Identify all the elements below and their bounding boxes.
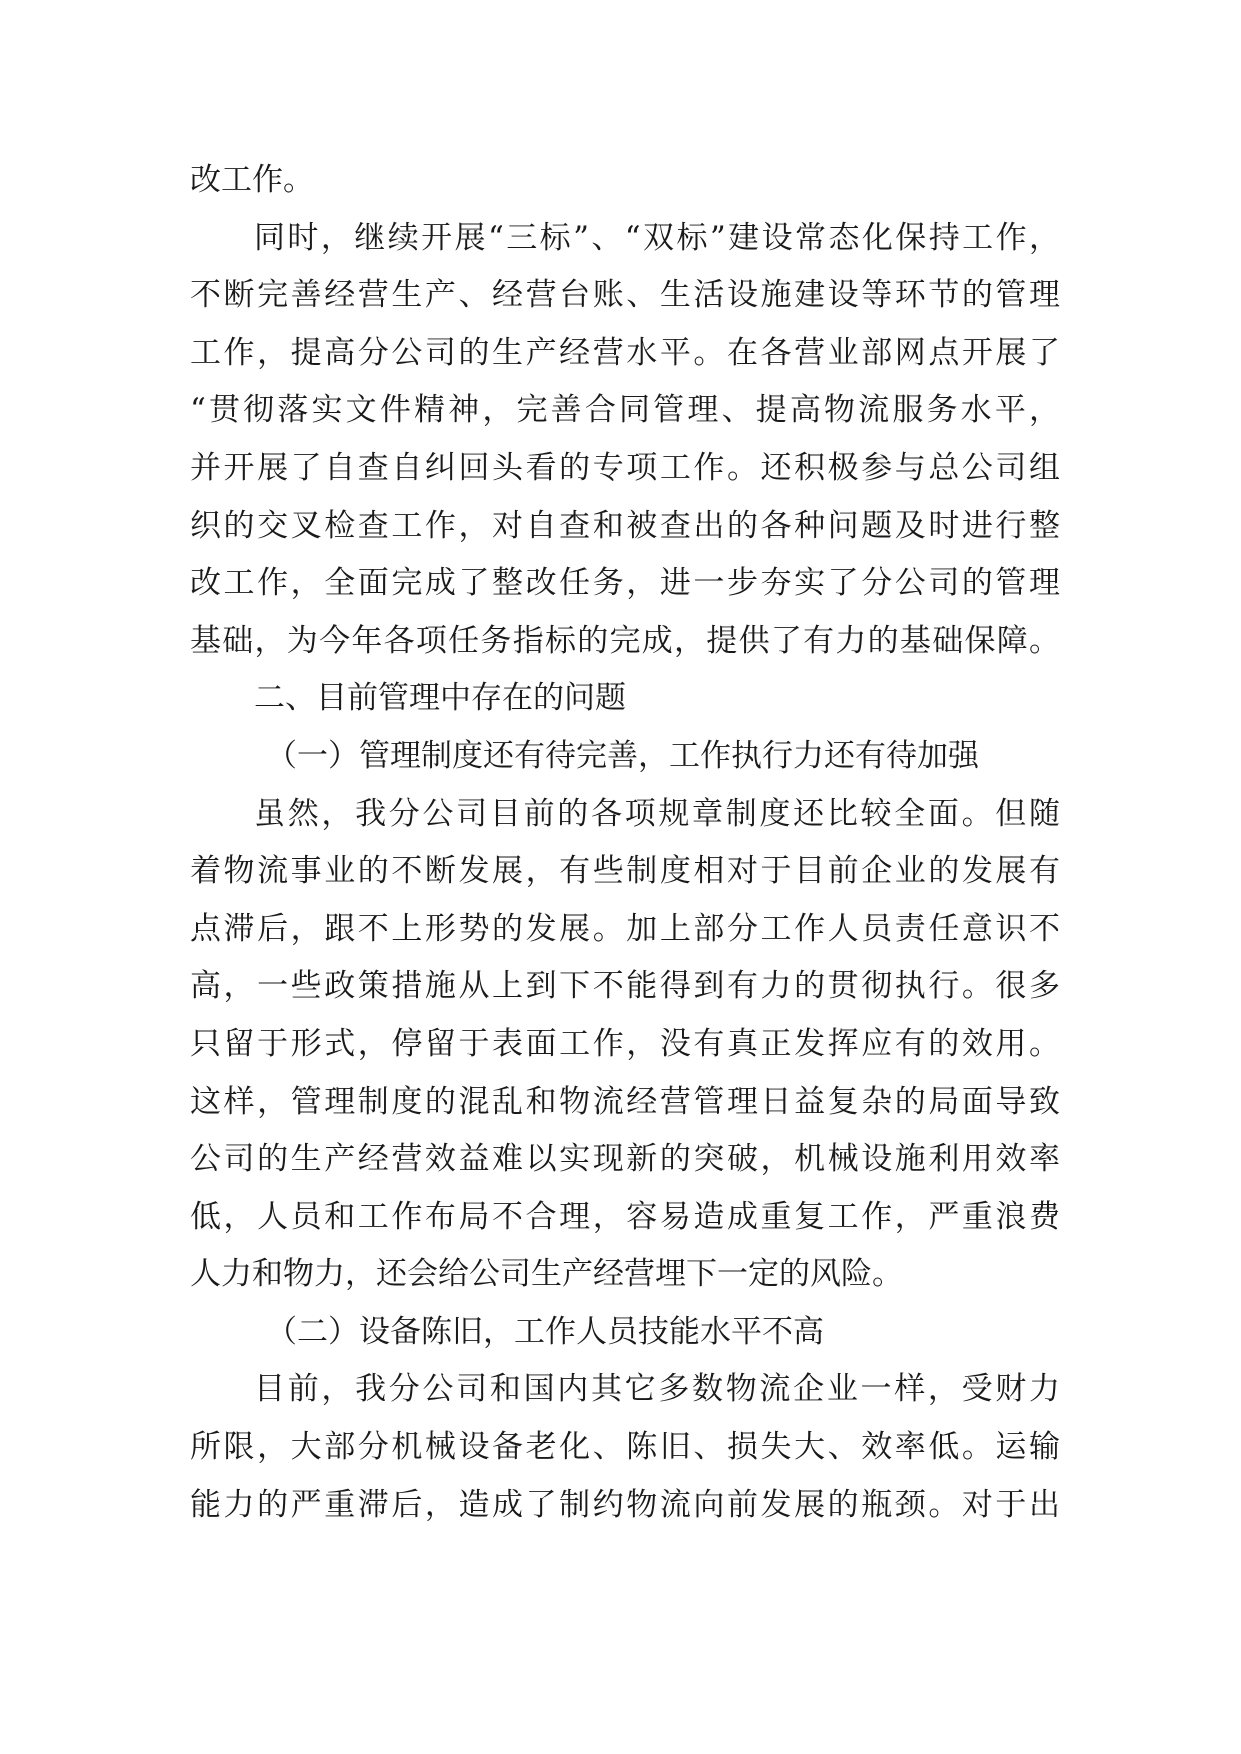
text-line: 公司的生产经营效益难以实现新的突破，机械设施利用效率: [190, 1141, 1060, 1178]
section-heading: 二、目前管理中存在的问题: [254, 680, 626, 717]
text-line: 着物流事业的不断发展，有些制度相对于目前企业的发展有: [190, 853, 1060, 890]
text-line: 这样，管理制度的混乱和物流经营管理日益复杂的局面导致: [190, 1083, 1060, 1120]
text-line: 基础，为今年各项任务指标的完成，提供了有力的基础保障。: [190, 622, 1060, 659]
text-line: 织的交叉检查工作，对自查和被查出的各种问题及时进行整: [190, 507, 1060, 544]
text-line: 只留于形式，停留于表面工作，没有真正发挥应有的效用。: [190, 1025, 1060, 1062]
text-line: 并开展了自查自纠回头看的专项工作。还积极参与总公司组: [190, 449, 1060, 486]
subsection-heading: （一）管理制度还有待完善，工作执行力还有待加强: [266, 737, 979, 774]
subsection-heading: （二）设备陈旧，工作人员技能水平不高: [266, 1313, 824, 1350]
text-line: 改工作，全面完成了整改任务，进一步夯实了分公司的管理: [190, 565, 1060, 602]
text-line: 低，人员和工作布局不合理，容易造成重复工作，严重浪费: [190, 1198, 1060, 1235]
text-line: 工作，提高分公司的生产经营水平。在各营业部网点开展了: [190, 334, 1060, 371]
paragraph-start: 目前，我分公司和国内其它多数物流企业一样，受财力: [254, 1371, 1060, 1408]
text-line: 点滞后，跟不上形势的发展。加上部分工作人员责任意识不: [190, 910, 1060, 947]
text-line: 人力和物力，还会给公司生产经营埋下一定的风险。: [190, 1256, 903, 1293]
text-line: 不断完善经营生产、经营台账、生活设施建设等环节的管理: [190, 277, 1060, 314]
paragraph-start: 虽然，我分公司目前的各项规章制度还比较全面。但随: [254, 795, 1060, 832]
text-line: 能力的严重滞后，造成了制约物流向前发展的瓶颈。对于出: [190, 1486, 1060, 1523]
paragraph-start: 同时，继续开展“三标”、“双标”建设常态化保持工作，: [254, 219, 1060, 256]
text-line: “贯彻落实文件精神，完善合同管理、提高物流服务水平，: [190, 392, 1060, 429]
text-line: 所限，大部分机械设备老化、陈旧、损失大、效率低。运输: [190, 1429, 1060, 1466]
text-line: 高，一些政策措施从上到下不能得到有力的贯彻执行。很多: [190, 968, 1060, 1005]
body-text: [190, 152, 1060, 1534]
text-line: 改工作。: [190, 162, 314, 198]
